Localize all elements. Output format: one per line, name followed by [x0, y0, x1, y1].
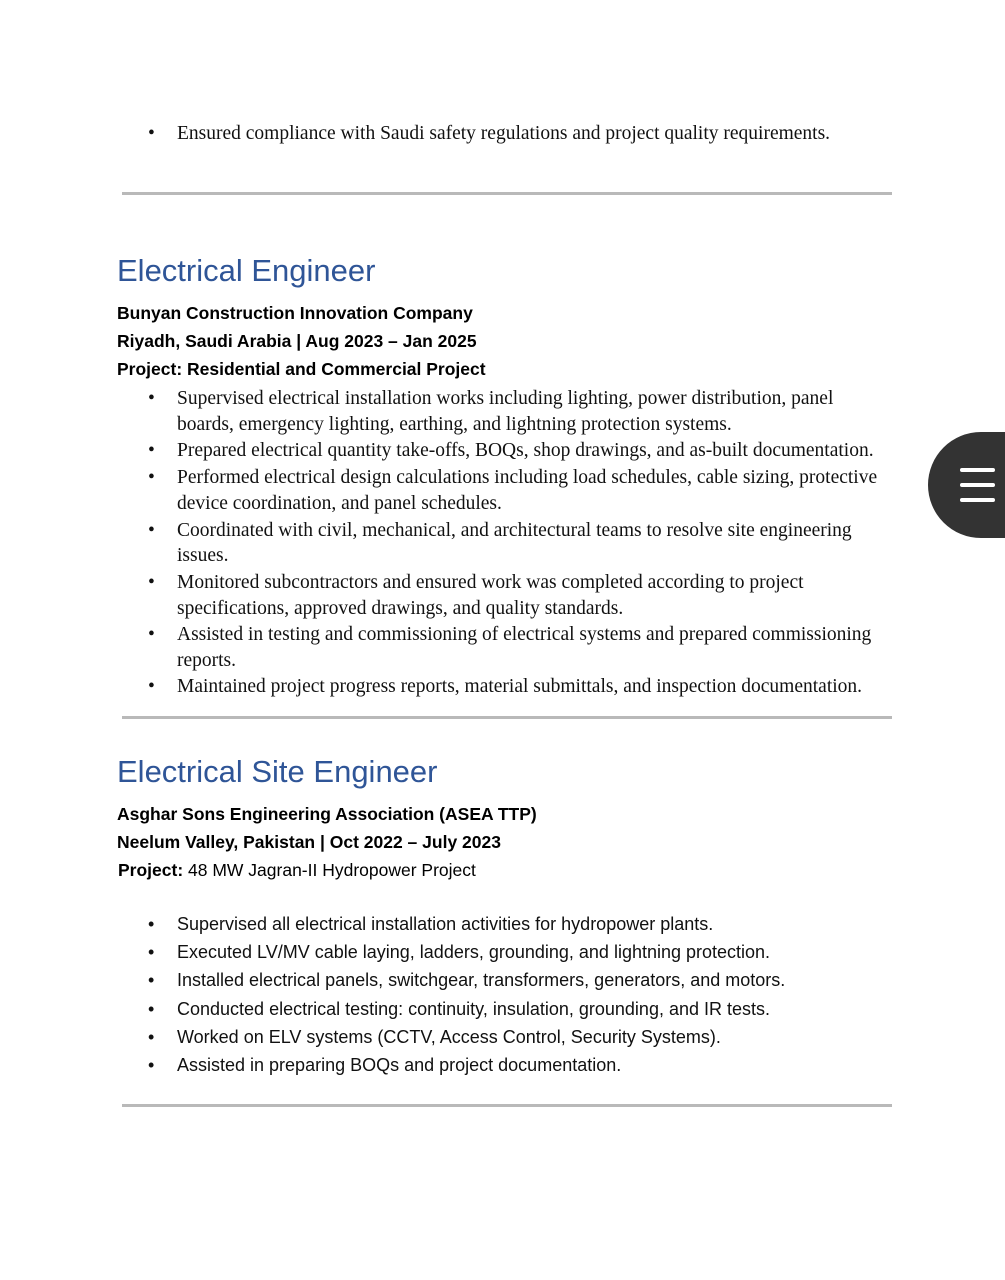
bullet-line: boards, emergency lighting, earthing, and lightning protection systems.: [177, 413, 732, 435]
project-line: Project: Residential and Commercial Project: [117, 359, 486, 379]
bullet-icon: •: [148, 123, 155, 144]
bullet-text: Ensured compliance with Saudi safety regulations and project quality requirements.: [177, 123, 831, 144]
bullet-text: Executed LV/MV cable laying, ladders, grounding, and lightning protection.: [177, 942, 771, 963]
menu-button[interactable]: [928, 432, 1005, 538]
bullet-icon: •: [148, 914, 155, 934]
bullet-text: Conducted electrical testing: continuity, insulation, grounding, and IR tests.: [177, 998, 771, 1019]
bullet-text: Installed electrical panels, switchgear, transformers, generators, and motors.: [177, 970, 786, 991]
bullet-line: Supervised electrical installation works including lighting, power distribution, panel: [177, 388, 834, 409]
bullet-line: Prepared electrical quantity take-offs, BOQs, shop drawings, and as-built documentation.: [177, 440, 874, 462]
company-name: Bunyan Construction Innovation Company: [117, 303, 473, 323]
list-item: [148, 995, 917, 1023]
bullet-icon: •: [148, 519, 155, 541]
list-item: [148, 966, 917, 994]
top-bullet-list: [148, 121, 907, 147]
section-divider: [122, 716, 892, 719]
bullet-icon: •: [148, 571, 155, 593]
list-item: [148, 570, 917, 621]
list-item: [148, 622, 917, 673]
bullet-text: Supervised all electrical installation activities for hydropower plants.: [177, 914, 714, 934]
list-item: [148, 674, 917, 700]
bullet-icon: •: [148, 388, 155, 409]
bullet-icon: •: [148, 467, 155, 489]
list-item: [148, 465, 917, 516]
project-line: [118, 860, 476, 881]
bullet-line: specifications, approved drawings, and quality standards.: [177, 597, 624, 619]
job2-bullet-list: [148, 910, 917, 1079]
bullet-line: Performed electrical design calculations including load schedules, cable sizing, protective: [177, 467, 878, 489]
bullet-icon: •: [148, 675, 155, 697]
bullet-line: device coordination, and panel schedules.: [177, 492, 502, 514]
bullet-line: Maintained project progress reports, material submittals, and inspection documentation.: [177, 675, 863, 697]
list-item: [148, 1051, 917, 1079]
bullet-icon: •: [148, 970, 155, 991]
list-item: [148, 910, 917, 938]
bullet-line: reports.: [177, 650, 237, 672]
bullet-icon: •: [148, 440, 155, 462]
list-item: [148, 386, 917, 437]
section-divider: [122, 1104, 892, 1107]
bullet-line: Assisted in testing and commissioning of electrical systems and prepared commissioning: [177, 624, 872, 646]
list-item: [148, 518, 917, 569]
job1-bullet-list: [148, 386, 917, 699]
project-value: 48 MW Jagran-II Hydropower Project: [183, 860, 476, 880]
bullet-line: issues.: [177, 545, 229, 567]
bullet-icon: •: [148, 942, 155, 963]
project-label: Project:: [118, 860, 184, 880]
company-name: Asghar Sons Engineering Association (ASEA TTP): [117, 804, 537, 824]
job-title: Electrical Engineer: [117, 253, 376, 288]
list-item: [148, 121, 907, 147]
location-dates: Riyadh, Saudi Arabia | Aug 2023 – Jan 2025: [117, 331, 477, 351]
bullet-icon: •: [148, 998, 155, 1019]
bullet-icon: •: [148, 624, 155, 646]
list-item: [148, 1023, 917, 1051]
bullet-line: Coordinated with civil, mechanical, and architectural teams to resolve site engineering: [177, 519, 852, 541]
list-item: [148, 938, 917, 966]
location-dates: Neelum Valley, Pakistan | Oct 2022 – July 2023: [117, 832, 501, 852]
list-item: [148, 438, 917, 464]
bullet-text: Assisted in preparing BOQs and project documentation.: [177, 1055, 622, 1076]
bullet-line: Monitored subcontractors and ensured work was completed according to project: [177, 571, 804, 593]
bullet-icon: •: [148, 1026, 155, 1047]
section-divider: [122, 192, 892, 195]
bullet-icon: •: [148, 1055, 155, 1076]
bullet-text: Worked on ELV systems (CCTV, Access Control, Security Systems).: [177, 1026, 721, 1047]
job-title: Electrical Site Engineer: [117, 754, 438, 789]
